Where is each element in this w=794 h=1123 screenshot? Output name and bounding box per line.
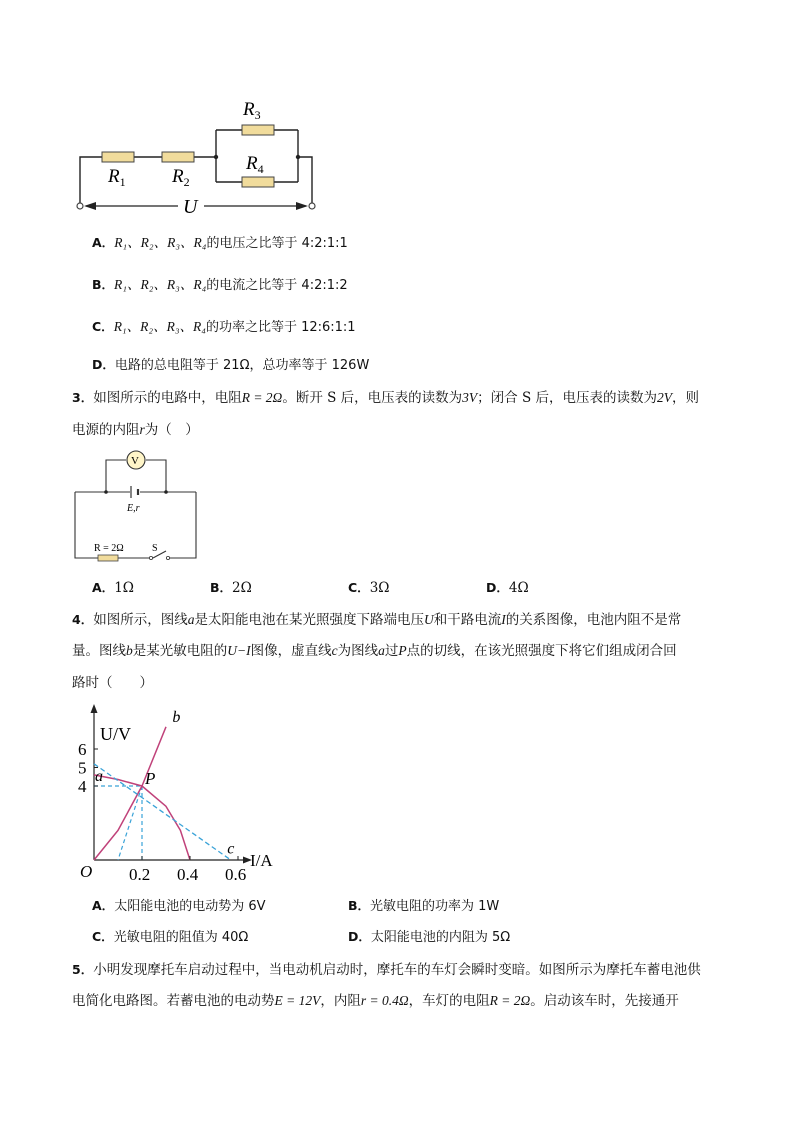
resistor-r4 (242, 177, 274, 187)
q3-option-d: D．4Ω (486, 580, 529, 596)
battery-label: E,r (127, 503, 140, 514)
q3-stem-line1: 3．如图所示的电路中，电阻R = 2Ω。断开 S 后，电压表的读数为3V；闭合 S 后，电压表的读数为2V，则 (72, 390, 700, 406)
terminal-right (309, 203, 315, 209)
q4-option-d: D．太阳能电池的内阻为 5Ω (348, 929, 511, 945)
resistor-r2 (162, 152, 194, 162)
series-b-curve (94, 727, 166, 860)
terminal-left (77, 203, 83, 209)
q2-option-a: A．R₁、R₂、R₃、R₄的电压之比等于 4:2:1:1 (92, 235, 348, 251)
q4-option-c: C．光敏电阻的阻值为 40Ω (92, 929, 249, 945)
q3-option-b: B．2Ω (210, 580, 252, 596)
x-tick-label-1: 0.4 (177, 865, 199, 884)
series-label-b: b (172, 709, 181, 726)
q3-stem-line2: 电源的内阻r为（ ） (72, 422, 199, 438)
q4-option-a: A．太阳能电池的电动势为 6V (92, 898, 266, 914)
q2-option-b: B．R₁、R₂、R₃、R₄的电流之比等于 4:2:1:2 (92, 277, 348, 293)
origin-label: O (80, 862, 93, 881)
q4-stem-line3: 路时（ ） (72, 675, 153, 691)
label-r2: $R_2$ (172, 166, 190, 189)
q5-stem-line2: 电简化电路图。若蓄电池的电动势E = 12V，内阻r = 0.4Ω，车灯的电阻R = 2Ω。启动该车时，先接通开 (72, 993, 679, 1009)
resistor-r (98, 555, 118, 561)
resistor-r1 (102, 152, 134, 162)
label-u: U (183, 196, 198, 218)
label-r3: $R_3$ (243, 99, 261, 122)
q4-option-b: B．光敏电阻的功率为 1W (348, 898, 500, 914)
q3-option-c: C．3Ω (348, 580, 390, 596)
resistor-label: R = 2Ω (94, 543, 124, 554)
y-axis-label: U/V (100, 724, 131, 744)
circuit-diagram-1 (70, 92, 330, 222)
series-c-line (94, 764, 231, 860)
label-r1: $R_1$ (108, 166, 126, 189)
voltmeter-label: V (131, 455, 139, 467)
circuit-diagram-q3 (70, 450, 202, 566)
q3-option-a: A．1Ω (92, 580, 134, 596)
q5-stem-line1: 5．小明发现摩托车启动过程中，当电动机启动时，摩托车的车灯会瞬时变暗。如图所示为摩托车蓄电池供 (72, 962, 701, 978)
x-axis-label: I/A (250, 851, 273, 870)
q2-option-d: D．电路的总电阻等于 21Ω，总功率等于 126W (92, 357, 370, 373)
y-tick-label-1: 5 (78, 758, 87, 778)
series-label-a: a (95, 767, 103, 785)
y-tick-label-0: 4 (78, 777, 87, 796)
q2-option-c: C．R₁、R₂、R₃、R₄的功率之比等于 12:6:1:1 (92, 319, 356, 335)
q4-stem-line2: 量。图线b是某光敏电阻的U−I图像，虚直线c为图线a过P点的切线，在该光照强度下将它们组成闭合回 (72, 643, 677, 659)
switch-label: S (152, 543, 158, 554)
x-tick-label-0: 0.2 (129, 865, 151, 884)
label-r4: $R_4$ (246, 153, 264, 176)
x-tick-label-2: 0.6 (225, 865, 247, 884)
resistor-r3 (242, 125, 274, 135)
y-tick-label-2: 6 (78, 740, 87, 759)
series-label-c: c (227, 840, 235, 858)
ui-graph (78, 700, 288, 886)
q4-stem-line1: 4．如图所示，图线a是太阳能电池在某光照强度下路端电压U和干路电流I的关系图像，电池内阻不是常 (72, 612, 682, 628)
point-label-p: P (145, 769, 156, 788)
